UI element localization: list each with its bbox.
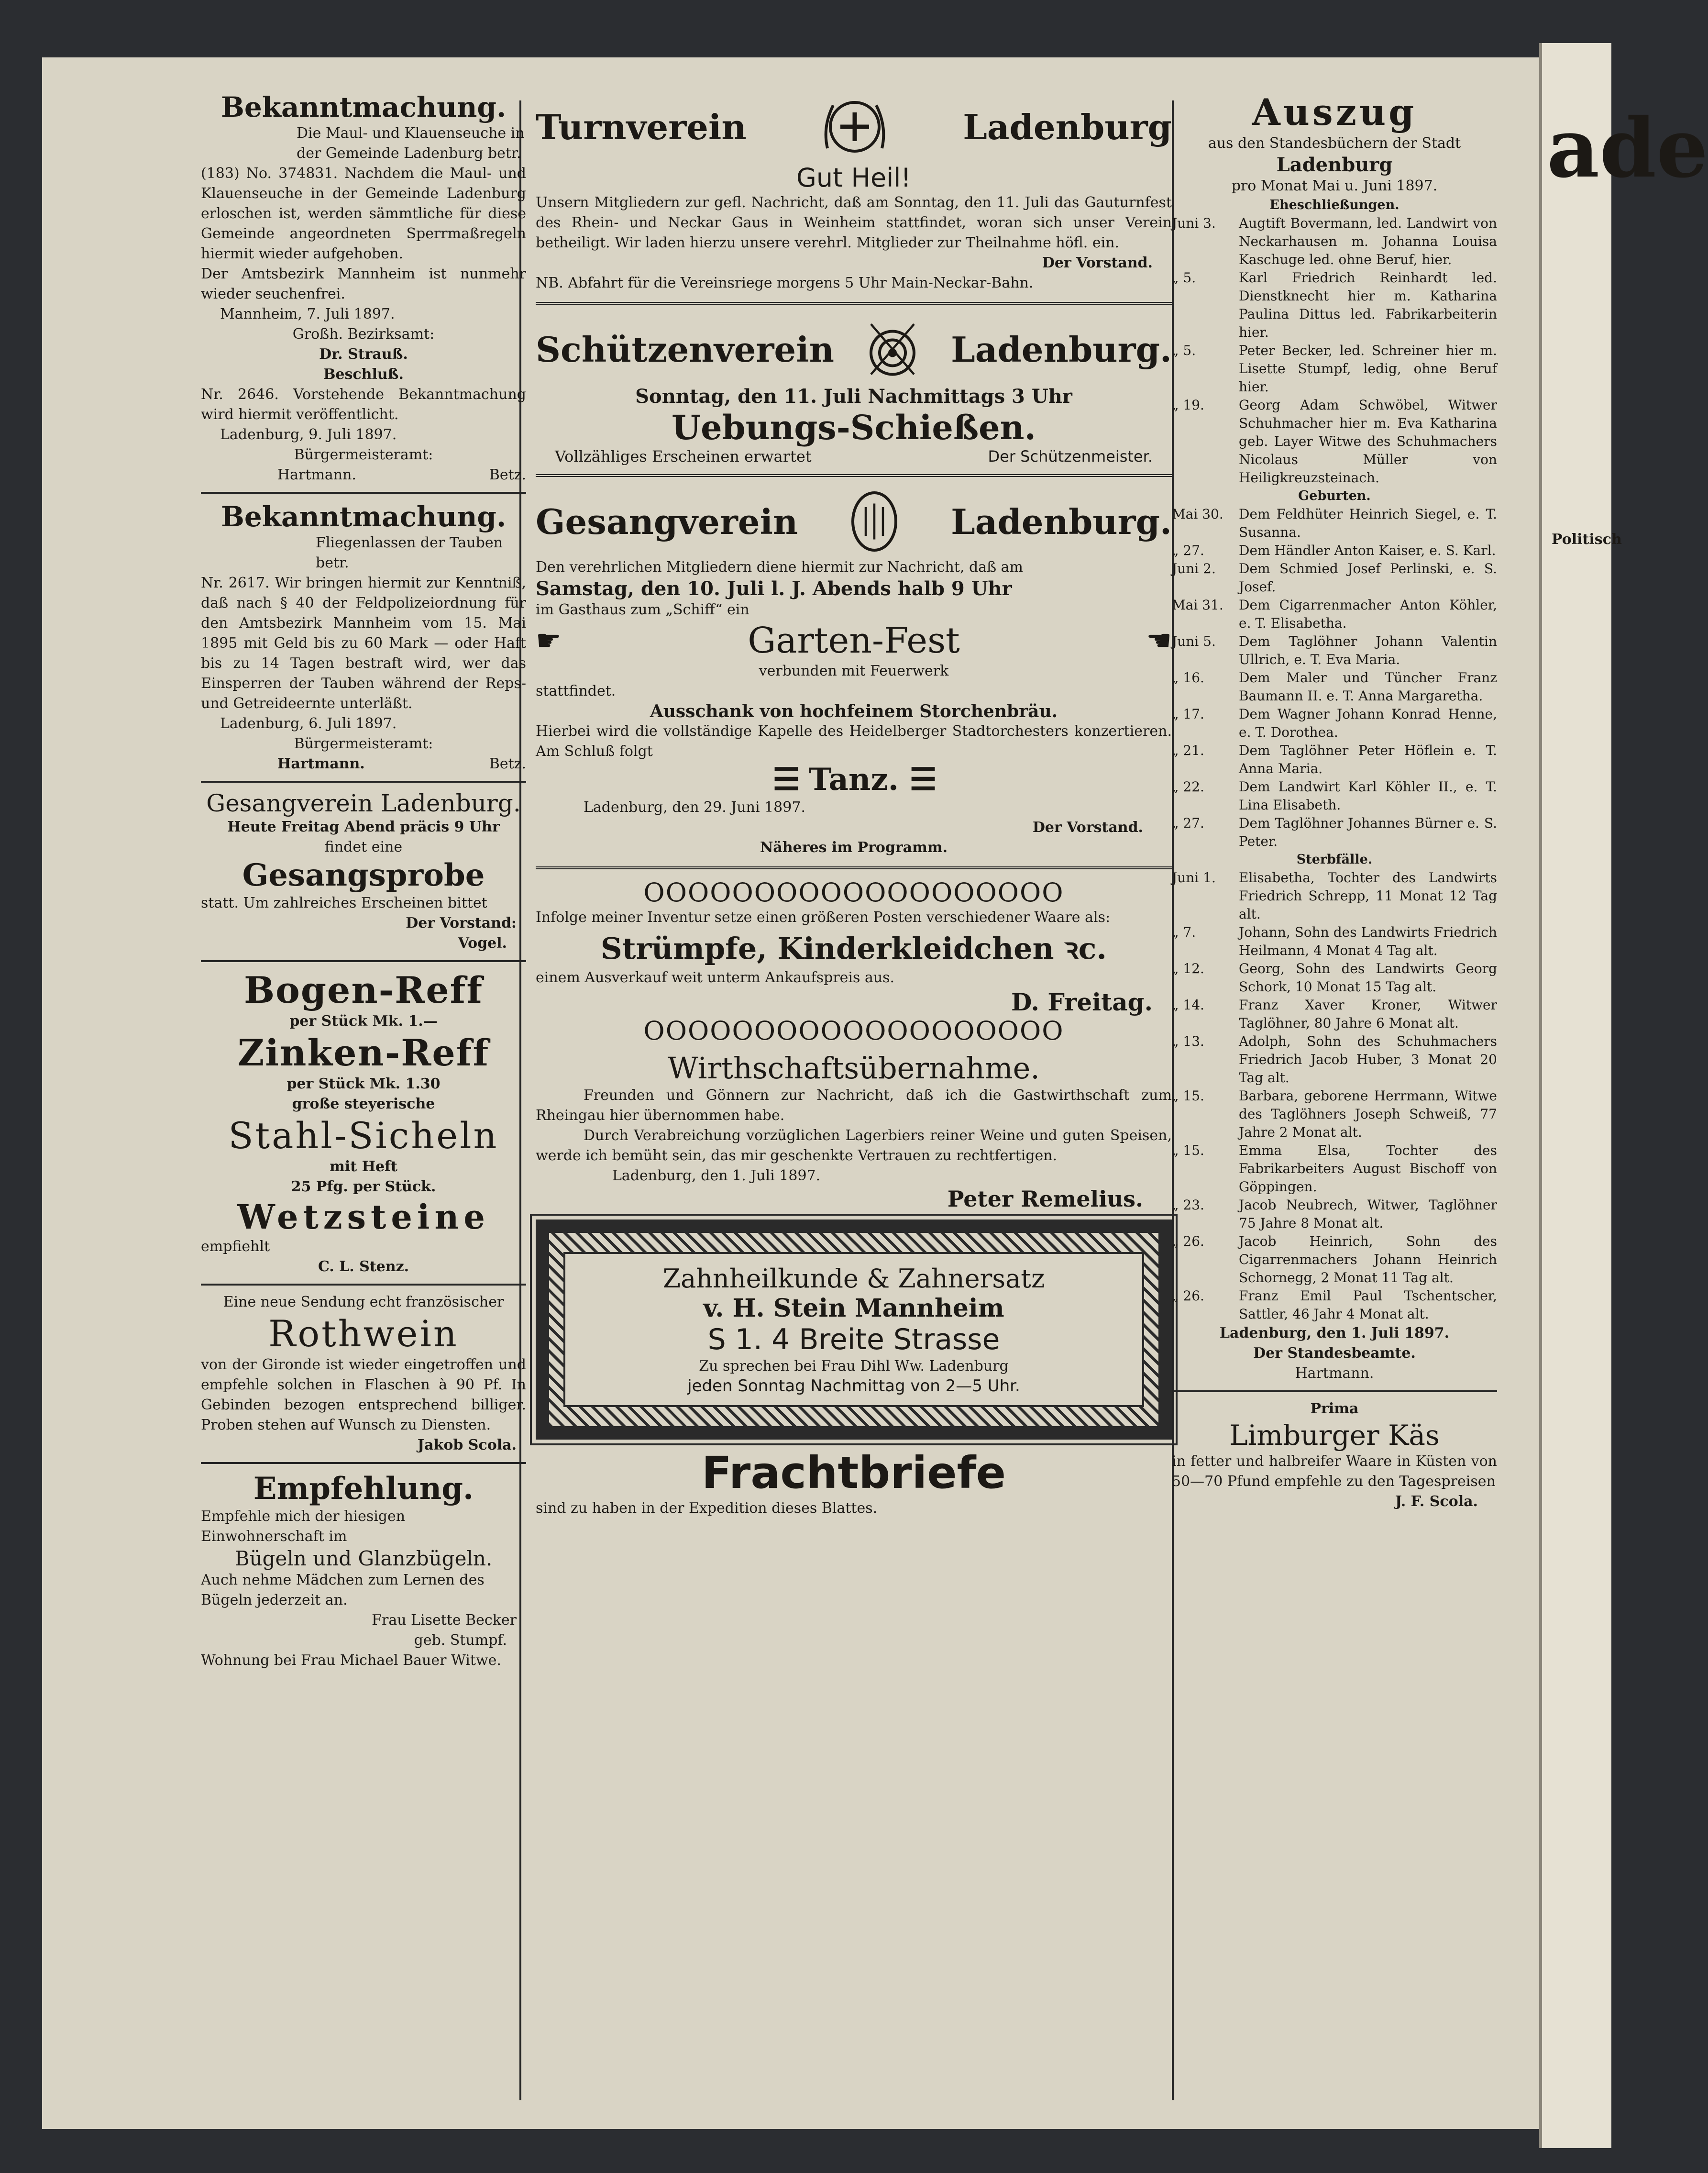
ad-line: findet eine (324, 839, 403, 855)
ad-title-right: Ladenburg (963, 106, 1172, 147)
register-signer: Hartmann. (1295, 1365, 1374, 1382)
decorative-rule: ☰ (772, 762, 798, 798)
entry-text: Augtift Bovermann, led. Landwirt von Neckarhausen m. Johanna Louisa Kaschuge led. ohne Beruf, hier. (1239, 215, 1497, 267)
decision-heading: Beschluß. (323, 366, 404, 383)
ad-signer: Der Vorstand. (1032, 819, 1143, 836)
ad-address: S 1. 4 Breite Strasse (707, 1323, 1000, 1356)
ad-choir-fest (536, 486, 1172, 858)
announcement-subject: Die Maul- und Klauenseuche in der Gemeinde Ladenburg betr. (297, 125, 525, 162)
entry-text: Jacob Neubrech, Witwer, Taglöhner 75 Jahre 8 Monat alt. (1239, 1197, 1497, 1231)
ad-note: Näheres im Programm. (760, 839, 948, 856)
ad-title-row (536, 486, 1172, 557)
ad-date: Ladenburg, den 29. Juni 1897. (584, 799, 805, 816)
section-heading-deaths: Sterbfälle. (1296, 852, 1373, 867)
register-city: Ladenburg (1276, 154, 1393, 176)
entry-text: Dem Feldhüter Heinrich Siegel, e. T. Susanna. (1239, 506, 1497, 540)
ad-line: verbunden mit Feuerwerk (759, 663, 949, 679)
ad-cheese (1172, 1399, 1497, 1512)
entry-text: Johann, Sohn des Landwirts Friedrich Heilmann, 4 Monat 4 Tag alt. (1239, 924, 1497, 958)
register-entry (1172, 996, 1497, 1032)
signer-hartmann: Hartmann. (277, 755, 365, 772)
decision-signatures (201, 465, 526, 485)
register-entry (1172, 1087, 1497, 1142)
ad-title-row (536, 313, 1172, 385)
entry-text: Dem Schmied Josef Perlinski, e. S. Josef. (1239, 561, 1497, 595)
ad-inn-takeover (536, 1051, 1172, 1212)
ad-line: v. H. Stein Mannheim (703, 1294, 1004, 1323)
announcement-signatures (201, 754, 526, 774)
ad-headline: Limburger Käs (1229, 1419, 1440, 1452)
divider (1172, 1390, 1497, 1392)
decision-date: Ladenburg, 9. Juli 1897. (220, 426, 397, 443)
ad-line: Ausschank von hochfeinem Storchenbräu. (650, 701, 1058, 721)
register-entry (1172, 705, 1497, 742)
entry-date: „ 5. (1172, 343, 1196, 358)
announcement-office: Bürgermeisteramt: (294, 735, 433, 752)
announcement-office: Großh. Bezirksamt: (292, 326, 435, 343)
entry-text: Jacob Heinrich, Sohn des Cigarrenmachers Johann Heinrich Schornegg, 2 Monat 11 Tag alt. (1239, 1233, 1497, 1286)
ad-line: Eine neue Sendung echt französischer (223, 1294, 504, 1310)
ad-line: große steyerische (292, 1096, 435, 1112)
entry-date: Mai 31. (1172, 597, 1223, 613)
announcement-pigeons (201, 500, 526, 774)
ad-body: einem Ausverkauf weit unterm Ankaufspreis aus. (536, 969, 895, 986)
ad-line: empfiehlt (201, 1238, 270, 1255)
ad-body: Unsern Mitgliedern zur gefl. Nachricht, daß am Sonntag, den 11. Juli das Gauturnfest des Rhein- und Neckar Gaus in Weinheim stattfindet, woran sich unser Verein betheiligt. Wir laden hierzu unsere verehrl. Mitglieder zur Theilnahme höfl. ein. (536, 194, 1172, 251)
column-3 (1172, 91, 1497, 1512)
divider (201, 960, 526, 962)
register-entry (1172, 1142, 1497, 1196)
decision-body: Nr. 2646. Vorstehende Bekanntmachung wird hiermit veröffentlicht. (201, 386, 526, 423)
entry-text: Elisabetha, Tochter des Landwirts Friedrich Schrepp, 11 Monat 12 Tag alt. (1239, 870, 1497, 922)
register-entry (1172, 778, 1497, 814)
register-title: Auszug (1252, 91, 1417, 133)
ad-signer: Frau Lisette Becker (372, 1612, 517, 1629)
announcement-date: Mannheim, 7. Juli 1897. (220, 306, 395, 322)
ad-consignment-notes (536, 1447, 1172, 1519)
entry-date: „ 27. (1172, 815, 1204, 831)
entry-date: „ 5. (1172, 270, 1196, 286)
entry-text: Franz Emil Paul Tschentscher, Sattler, 46 Jahr 4 Monat alt. (1239, 1288, 1497, 1322)
ad-body: Freunden und Gönnern zur Nachricht, daß ich die Gastwirthschaft zum Rheingau hier übernommen habe. (536, 1087, 1172, 1124)
ad-title: Wirthschaftsübernahme. (667, 1051, 1040, 1086)
register-entry (1172, 542, 1497, 560)
ad-price: per Stück Mk. 1.— (289, 1013, 438, 1030)
register-entry (1172, 342, 1497, 396)
register-office: Der Standesbeamte. (1253, 1345, 1416, 1362)
ad-title-left: Gesangverein (536, 501, 798, 542)
entry-text: Peter Becker, led. Schreiner hier m. Lisette Stumpf, ledig, ohne Beruf hier. (1239, 343, 1497, 395)
entry-date: „ 12. (1172, 961, 1204, 976)
divider (201, 1462, 526, 1464)
entry-date: „ 27. (1172, 543, 1204, 558)
ad-body: in fetter und halbreifer Waare in Küsten von 50—70 Pfund empfehle zu den Tagespreisen (1172, 1453, 1497, 1490)
ad-product: Bogen-Reff (243, 969, 484, 1011)
ad-headline: Gesangsprobe (242, 857, 485, 893)
ad-signer: Peter Remelius. (947, 1186, 1143, 1212)
entry-date: Mai 30. (1172, 506, 1223, 522)
decorative-border: OOOOOOOOOOOOOOOOOOO (643, 877, 1064, 908)
section-heading-marriages: Eheschließungen. (1269, 198, 1399, 212)
entry-date: „ 23. (1172, 1197, 1204, 1213)
register-entry (1172, 396, 1497, 487)
entry-text: Franz Xaver Kroner, Witwer Taglöhner, 80 Jahre 6 Monat alt. (1239, 997, 1497, 1031)
ad-body: Infolge meiner Inventur setze einen größeren Posten verschiedener Waare als: (536, 909, 1111, 926)
ad-shooting-club (536, 313, 1172, 466)
decision-office: Bürgermeisteramt: (294, 446, 433, 463)
ad-dentist-panel (563, 1252, 1144, 1407)
entry-date: „ 26. (1172, 1233, 1204, 1249)
facing-page-edge (1539, 43, 1708, 2148)
divider (536, 474, 1172, 477)
ad-body: Durch Verabreichung vorzüglichen Lagerbiers reiner Weine und guten Speisen, werde ich bemüht sein, das mir geschenkte Vertrauen zu rechtfertigen. (536, 1127, 1172, 1164)
entry-text: Dem Landwirt Karl Köhler II., e. T. Lina Elisabeth. (1239, 779, 1497, 813)
ad-price: 25 Pfg. per Stück. (291, 1178, 436, 1195)
entry-text: Dem Wagner Johann Konrad Henne, e. T. Dorothea. (1239, 706, 1497, 740)
announcement-body: Nr. 2617. Wir bringen hiermit zur Kenntniß, daß nach § 40 der Feldpolizeiordnung für den Amtsbezirk Mannheim vom 15. Mai 1895 mit Geld bis zu 60 Mark — oder Haft bis zu 14 Tagen bestraft wird, wer das Einsperren der Tauben während der Reps- und Getreideernte unterläßt. (201, 575, 526, 712)
entry-date: „ 15. (1172, 1088, 1204, 1104)
announcement-subject: Fliegenlassen der Tauben betr. (316, 534, 503, 571)
ad-headline-row (536, 620, 1172, 661)
ad-line: statt. Um zahlreiches Erscheinen bittet (201, 895, 487, 911)
entry-text: Dem Maler und Tüncher Franz Baumann II. e. T. Anna Margaretha. (1239, 670, 1497, 704)
entry-date: „ 21. (1172, 743, 1204, 758)
entry-date: Juni 1. (1172, 870, 1216, 886)
ad-body: Empfehle mich der hiesigen Einwohnerschaft im (201, 1508, 406, 1545)
civil-register (1172, 91, 1497, 1384)
register-entry (1172, 560, 1497, 596)
divider (201, 781, 526, 783)
register-entry (1172, 214, 1497, 269)
ad-headline: Bügeln und Glanzbügeln. (234, 1547, 493, 1570)
ad-body: von der Gironde ist wieder eingetroffen und empfehle solchen in Flaschen à 90 Pf. In Gebinden bezogen entsprechend billiger. Proben stehen auf Wunsch zu Diensten. (201, 1356, 526, 1433)
entry-date: „ 17. (1172, 706, 1204, 722)
ad-title: Gesangverein Ladenburg. (206, 789, 521, 817)
register-entry (1172, 960, 1497, 996)
entry-text: Dem Taglöhner Johannes Bürner e. S. Peter. (1239, 815, 1497, 849)
ad-line: stattfindet. (536, 683, 616, 699)
entry-date: Juni 3. (1172, 215, 1216, 231)
lyre-emblem-icon (838, 486, 910, 557)
ad-title-right: Ladenburg. (951, 501, 1172, 542)
divider (536, 302, 1172, 305)
register-entry (1172, 1232, 1497, 1287)
entry-date: Juni 2. (1172, 561, 1216, 577)
entry-date: „ 7. (1172, 924, 1196, 940)
ad-signer: Vogel. (458, 935, 507, 952)
ad-signer: Der Vorstand: (406, 915, 517, 931)
ad-price: per Stück Mk. 1.30 (287, 1075, 441, 1092)
entry-text: Dem Taglöhner Peter Höflein e. T. Anna Maria. (1239, 743, 1497, 776)
entry-date: „ 13. (1172, 1033, 1204, 1049)
announcement-body: (183) No. 374831. Nachdem die Maul- und Klauenseuche in der Gemeinde Ladenburg erloschen ist, werden sämmtliche für diese Gemeinde angeordneten Sperrmaßregeln hiermit wieder aufgehoben. (201, 165, 526, 262)
ad-title-row (536, 91, 1172, 163)
ad-title-left: Turnverein (536, 106, 747, 147)
dance-title: Tanz. (808, 762, 899, 798)
ad-title-left: Schützenverein (536, 329, 834, 370)
ad-line: Samstag, den 10. Juli l. J. Abends halb 9 Uhr (536, 577, 1012, 600)
ad-line: Sonntag, den 11. Juli Nachmittags 3 Uhr (635, 385, 1072, 408)
decorative-rule: ☰ (909, 762, 935, 798)
ad-title: Empfehlung. (253, 1471, 474, 1507)
ad-headline: Strümpfe, Kinderkleidchen ꝛc. (601, 931, 1107, 966)
ad-signer: Jakob Scola. (417, 1437, 517, 1453)
ad-line: Prima (1310, 1400, 1359, 1417)
signer-hartmann: Hartmann. (277, 466, 356, 483)
entry-text: Georg Adam Schwöbel, Witwer Schuhmacher hier m. Eva Katharina geb. Layer Witwe des Schuhmachers Nicolaus Müller von Heiligkreuzsteinach. (1239, 397, 1497, 486)
register-entry (1172, 1287, 1497, 1323)
ad-ironing (201, 1471, 526, 1671)
ad-date: Ladenburg, den 1. Juli 1897. (612, 1167, 821, 1184)
ad-line: im Gasthaus zum „Schiff“ ein (536, 601, 749, 618)
ad-line: mit Heft (330, 1158, 397, 1175)
facing-section-label: Politisch (1552, 531, 1622, 548)
register-entry (1172, 596, 1497, 632)
divider (201, 492, 526, 494)
entry-date: „ 16. (1172, 670, 1204, 686)
register-entry (1172, 632, 1497, 669)
ad-headline: Garten-Fest (748, 620, 960, 661)
ad-address: Wohnung bei Frau Michael Bauer Witwe. (201, 1652, 501, 1669)
ad-signer: C. L. Stenz. (318, 1258, 409, 1275)
deaths-list (1172, 869, 1497, 1323)
ad-headline (536, 762, 1172, 798)
register-entry (1172, 869, 1497, 923)
ad-body: Hierbei wird die vollständige Kapelle des Heidelberger Stadtorchesters konzertieren. Am Schluß folgt (536, 723, 1172, 760)
ad-signer: J. F. Scola. (1395, 1493, 1478, 1510)
ad-line: Zu sprechen bei Frau Dihl Ww. Ladenburg (699, 1358, 1009, 1375)
register-date: Ladenburg, den 1. Juli 1897. (1219, 1325, 1450, 1341)
ad-title: Frachtbriefe (701, 1447, 1006, 1498)
ad-red-wine (201, 1292, 526, 1455)
pointing-hand-left-icon: ☚ (1146, 624, 1172, 657)
ad-dentist (536, 1220, 1172, 1440)
ad-choir-rehearsal (201, 789, 526, 953)
column-2 (536, 91, 1172, 1519)
register-entry (1172, 1032, 1497, 1087)
entry-text: Dem Taglöhner Johann Valentin Ullrich, e. T. Eva Maria. (1239, 633, 1497, 667)
register-subtitle: aus den Standesbüchern der Stadt (1208, 135, 1461, 152)
ad-signer: D. Freitag. (1011, 988, 1153, 1016)
announcement-title: Bekanntmachung. (220, 500, 507, 533)
ad-signer: Der Vorstand. (1042, 255, 1153, 271)
register-entry (1172, 742, 1497, 778)
ad-inventory-sale (536, 878, 1172, 1046)
column-1 (201, 91, 526, 1671)
entry-date: „ 14. (1172, 997, 1204, 1013)
entry-date: „ 15. (1172, 1142, 1204, 1158)
section-heading-births: Geburten. (1298, 488, 1371, 503)
target-emblem-icon (857, 313, 928, 385)
entry-text: Georg, Sohn des Landwirts Georg Schork, 10 Monat 15 Tag alt. (1239, 961, 1497, 995)
entry-text: Adolph, Sohn des Schuhmachers Friedrich Jacob Huber, 3 Monat 20 Tag alt. (1239, 1033, 1497, 1086)
ad-product: Zinken-Reff (237, 1031, 490, 1074)
register-entry (1172, 923, 1497, 960)
ad-line: Heute Freitag Abend präcis 9 Uhr (227, 819, 500, 835)
announcement-body-2: Der Amtsbezirk Mannheim ist nunmehr wieder seuchenfrei. (201, 266, 526, 302)
facing-masthead: ade (1547, 100, 1708, 196)
register-entry (1172, 669, 1497, 705)
entry-text: Emma Elsa, Tochter des Fabrikarbeiters August Bischoff von Göppingen. (1239, 1142, 1497, 1195)
ad-gymnastics-club (536, 91, 1172, 293)
entry-date: Juni 5. (1172, 633, 1216, 649)
signer-betz: Betz. (489, 755, 526, 772)
ad-signer: Der Schützenmeister. (988, 447, 1153, 466)
entry-text: Karl Friedrich Reinhardt led. Dienstknecht hier m. Katharina Paulina Dittus led. Fabrikarbeiterin hier. (1239, 270, 1497, 340)
ad-tools (201, 969, 526, 1277)
ad-product: Stahl-Sicheln (228, 1114, 499, 1157)
entry-date: „ 26. (1172, 1288, 1204, 1304)
register-entry (1172, 814, 1497, 851)
announcement-title: Bekanntmachung. (220, 91, 507, 123)
gymnastics-emblem-icon (819, 91, 891, 163)
decorative-border: OOOOOOOOOOOOOOOOOOO (643, 1016, 1064, 1046)
ad-line: jeden Sonntag Nachmittag von 2—5 Uhr. (687, 1376, 1020, 1396)
births-list (1172, 505, 1497, 851)
register-period: pro Monat Mai u. Juni 1897. (1231, 177, 1438, 194)
ad-signer: geb. Stumpf. (414, 1632, 507, 1649)
register-entry (1172, 269, 1497, 342)
ad-title: Zahnheilkunde & Zahnersatz (662, 1264, 1045, 1294)
marriages-list (1172, 214, 1497, 487)
entry-text: Barbara, geborene Herrmann, Witwe des Taglöhners Joseph Schweiß, 77 Jahre 2 Monat alt. (1239, 1088, 1497, 1140)
entry-date: „ 22. (1172, 779, 1204, 795)
ad-note: NB. Abfahrt für die Vereinsriege morgens 5 Uhr Main-Neckar-Bahn. (536, 275, 1034, 291)
announcement-epidemic (201, 91, 526, 485)
ad-product: Wetzsteine (237, 1197, 490, 1237)
announcement-signer: Dr. Strauß. (319, 346, 408, 363)
ad-headline: Uebungs-Schießen. (672, 408, 1036, 447)
pointing-hand-right-icon: ☛ (536, 624, 562, 657)
ad-line: Vollzähliges Erscheinen erwartet (555, 447, 812, 466)
entry-text: Dem Cigarrenmacher Anton Köhler, e. T. Elisabetha. (1239, 597, 1497, 631)
announcement-date: Ladenburg, 6. Juli 1897. (220, 715, 397, 732)
signer-betz: Betz. (489, 466, 526, 483)
entry-date: „ 19. (1172, 397, 1204, 413)
register-entry (1172, 505, 1497, 542)
ad-footer (536, 447, 1172, 466)
ad-greeting: Gut Heil! (796, 163, 911, 193)
entry-text: Dem Händler Anton Kaiser, e. S. Karl. (1239, 543, 1496, 558)
ad-product: Rothwein (268, 1312, 459, 1355)
divider (536, 866, 1172, 869)
ad-title-right: Ladenburg. (951, 329, 1172, 370)
divider (201, 1284, 526, 1286)
ad-body: Auch nehme Mädchen zum Lernen des Bügeln jederzeit an. (201, 1572, 485, 1608)
ad-body: sind zu haben in der Expedition dieses Blattes. (536, 1500, 878, 1517)
ad-body: Den verehrlichen Mitgliedern diene hiermit zur Nachricht, daß am (536, 559, 1023, 576)
register-entry (1172, 1196, 1497, 1232)
